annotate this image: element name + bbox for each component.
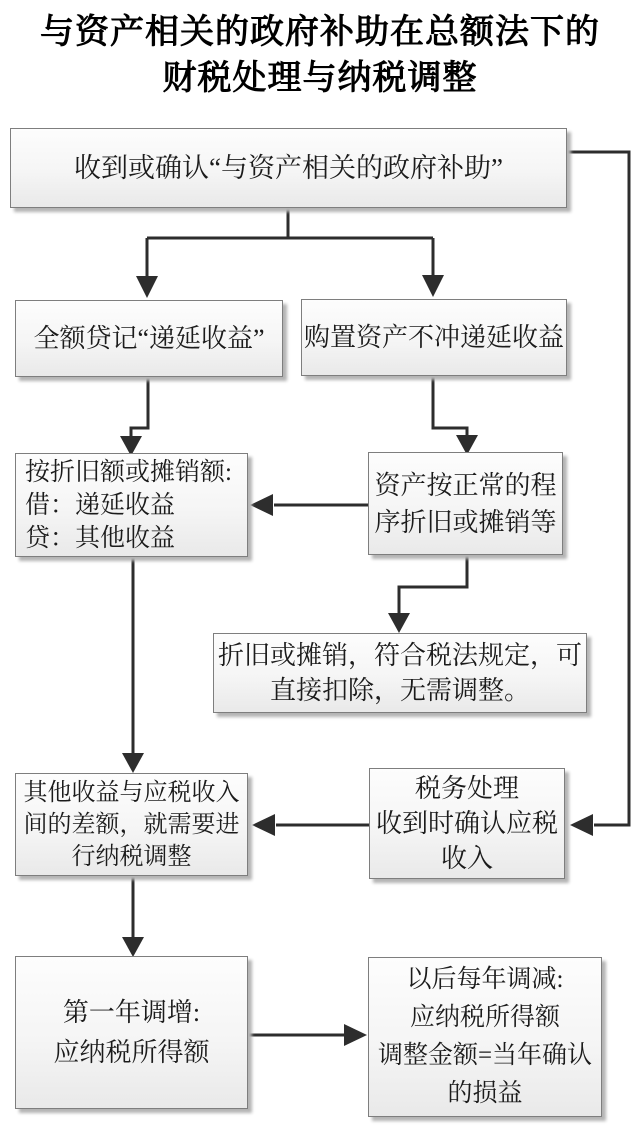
node-tax-line: 税务处理 [414,774,519,803]
page-title-line: 与资产相关的政府补助在总额法下的 [40,14,600,51]
connector-receive-to-tax [567,152,629,825]
node-amortize-line: 按折旧额或摊销额: [25,458,232,486]
arrowhead-to-first-year [122,937,144,957]
node-receive-label: 收到或确认“与资产相关的政府补助” [74,153,503,183]
connector-credit-to-amortize [131,378,148,436]
node-tax-line: 收到时确认应税 [375,809,558,838]
connector-purchase-to-normal [433,377,467,435]
node-first-year-line: 第一年调增: [62,997,201,1027]
node-receive [10,128,567,208]
page-title [0,10,640,102]
node-difference-line: 其他收益与应税收入 [23,779,240,806]
arrowhead-to-tax [570,814,593,836]
node-deduct-line: 直接扣除，无需调整。 [269,676,530,705]
arrowhead-to-deduct [388,613,410,633]
node-later-years [368,957,602,1117]
node-later-years-line: 以后每年调减: [406,966,564,993]
page-title-line: 财税处理与纳税调整 [162,60,478,97]
node-deduct-line: 折旧或摊销，符合税法规定，可 [217,641,582,670]
arrowhead-to-credit [136,276,158,298]
node-later-years-line: 应纳税所得额 [409,1004,560,1031]
node-amortize [15,453,248,557]
arrowhead-to-purchase [422,275,444,297]
node-amortize-line: 借：递延收益 [25,491,176,519]
node-later-years-line: 调整金额=当年确认 [377,1042,593,1069]
node-deduct [213,633,587,713]
node-tax-line: 收入 [440,844,493,873]
node-first-year [15,956,248,1109]
node-purchase [301,299,567,376]
node-later-years-line: 的损益 [447,1080,523,1107]
node-credit [15,300,283,377]
node-normal-line: 资产按正常的程 [374,470,557,500]
node-tax [369,768,565,879]
node-purchase-label: 购置资产不冲递延收益 [303,322,564,352]
node-first-year-line: 应纳税所得额 [53,1037,210,1067]
connector-normal-to-deduct [399,556,467,613]
node-difference-line: 行纳税调整 [71,843,192,870]
arrowhead-tax-to-difference [252,814,275,836]
arrowhead-normal-to-amortize [250,494,273,516]
node-difference-line: 间的差额，就需要进 [23,811,240,838]
node-credit-label: 全额贷记“递延收益” [33,323,265,353]
node-difference [15,773,248,876]
arrowhead-to-difference [122,753,144,773]
node-normal-line: 序折旧或摊销等 [374,507,557,537]
node-normal [368,452,563,555]
node-amortize-line: 贷：其他收益 [25,524,176,552]
arrowhead-to-later-years [344,1024,367,1046]
connector-receive-split [147,206,433,276]
